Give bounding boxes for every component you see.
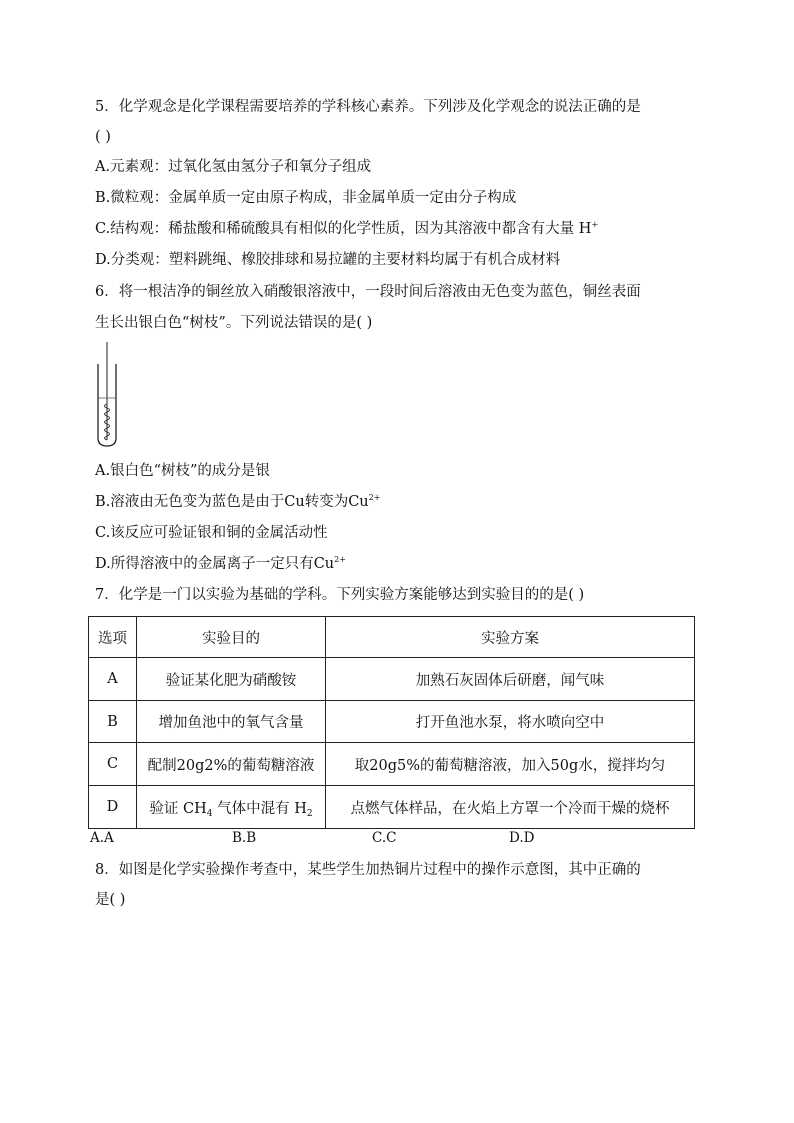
q7-option-c: C.C: [372, 830, 397, 846]
q6-option-b-text: B.溶液由无色变为蓝色是由于Cu转变为Cu: [95, 494, 369, 510]
q5-option-d: D.分类观：塑料跳绳、橡胶排球和易拉罐的主要材料均属于有机合成材料: [95, 252, 561, 268]
experiment-table: [88, 616, 695, 829]
q6-option-d-sup: 2+: [334, 555, 346, 564]
table-row: [89, 701, 695, 743]
q7-options: [0, 830, 794, 850]
table-cell-plan: 点燃气体样品，在火焰上方罩一个冷而干燥的烧杯: [326, 786, 695, 829]
q5-option-b: B.微粒观：金属单质一定由原子构成，非金属单质一定由分子构成: [95, 190, 517, 206]
q7-stem-line1: 7．化学是一门以实验为基础的学科。下列实验方案能够达到实验目的的是( ): [95, 587, 585, 603]
table-cell-purpose: 验证某化肥为硝酸铵: [137, 658, 326, 701]
table-cell-purpose: 增加鱼池中的氧气含量: [137, 701, 326, 743]
q6-option-a: A.银白色“树枝”的成分是银: [95, 463, 270, 479]
test-tube-figure: [88, 340, 128, 450]
table-cell-plan: 取20g5%的葡萄糖溶液，加入50g水，搅拌均匀: [326, 743, 695, 786]
q5-stem-line1: 5．化学观念是化学课程需要培养的学科核心素养。下列涉及化学观念的说法正确的是: [95, 99, 641, 115]
q6-stem-line1: 6．将一根洁净的铜丝放入硝酸银溶液中，一段时间后溶液由无色变为蓝色，铜丝表面: [95, 284, 641, 300]
q5-option-a: A.元素观：过氧化氢由氢分子和氧分子组成: [95, 159, 372, 175]
q5-stem-line2: ( ): [95, 129, 111, 145]
purpose-sub-1: 4: [206, 808, 213, 819]
q7-option-d: D.D: [509, 830, 535, 846]
table-cell-option: D: [89, 786, 137, 829]
table-cell-purpose: [137, 786, 326, 829]
table-header-cell: 实验方案: [326, 617, 695, 658]
purpose-text-b: 气体中混有 H: [212, 800, 307, 817]
q5-option-c-sup: +: [591, 220, 599, 229]
table-header-cell: 选项: [89, 617, 137, 658]
table-cell-purpose: 配制20g2%的葡萄糖溶液: [137, 743, 326, 786]
q6-option-b-sup: 2+: [368, 493, 381, 502]
q8-stem-line1: 8．如图是化学实验操作考查中，某些学生加热铜片过程中的操作示意图，其中正确的: [95, 862, 641, 878]
q5-option-c-text: C.结构观：稀盐酸和稀硫酸具有相似的化学性质，因为其溶液中都含有大量 H: [95, 221, 592, 237]
table-cell-option: A: [89, 658, 137, 701]
table-cell-option: C: [89, 743, 137, 786]
purpose-sub-2: 2: [306, 808, 313, 819]
table-cell-plan: 打开鱼池水泵，将水喷向空中: [326, 701, 695, 743]
table-header-row: [89, 617, 695, 658]
q8-stem-line2: 是( ): [95, 892, 126, 908]
q6-option-d: [95, 554, 705, 574]
q7-option-a: A.A: [90, 830, 114, 846]
table-cell-option: B: [89, 701, 137, 743]
q6-option-b: [95, 492, 705, 512]
q6-option-d-text: D.所得溶液中的金属离子一定只有Cu: [95, 556, 335, 572]
purpose-text-a: 验证 CH: [149, 800, 207, 817]
table-row: [89, 786, 695, 829]
table-row: [89, 658, 695, 701]
q5-option-c: [95, 219, 705, 239]
table-row: [89, 743, 695, 786]
table-header-cell: 实验目的: [137, 617, 326, 658]
q7-option-b: B.B: [232, 830, 257, 846]
table-cell-plan: 加熟石灰固体后研磨，闻气味: [326, 658, 695, 701]
q6-option-c: C.该反应可验证银和铜的金属活动性: [95, 525, 328, 541]
q6-stem-line2: 生长出银白色“树枝”。下列说法错误的是( ): [95, 315, 373, 331]
